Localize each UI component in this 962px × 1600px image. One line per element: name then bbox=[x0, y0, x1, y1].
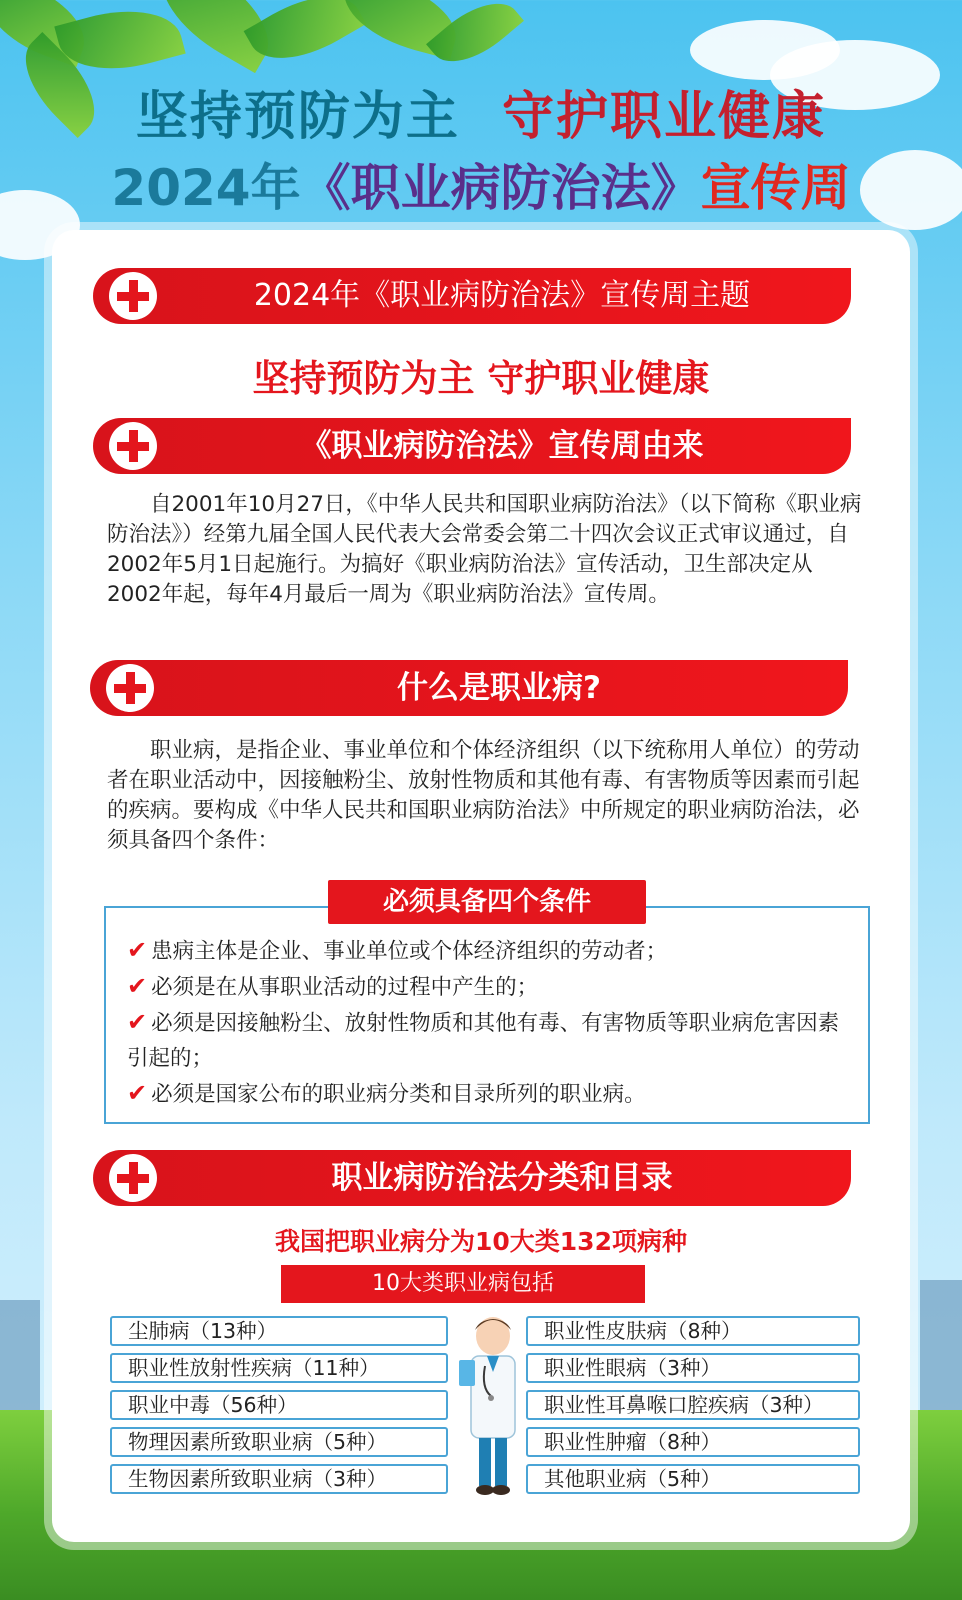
headline-line-2 bbox=[0, 148, 962, 220]
condition-item bbox=[127, 969, 847, 1005]
doctor-illustration bbox=[457, 1310, 529, 1500]
band-title: 什么是职业病? bbox=[397, 670, 601, 706]
check-icon: ✔ bbox=[127, 1079, 148, 1107]
condition-item bbox=[127, 1005, 847, 1076]
category-item: 生物因素所致职业病（3种） bbox=[110, 1464, 448, 1494]
condition-text: 患病主体是企业、事业单位或个体经济组织的劳动者； bbox=[151, 939, 668, 964]
check-icon: ✔ bbox=[127, 1008, 148, 1036]
band-title: 《职业病防治法》宣传周由来 bbox=[300, 428, 704, 464]
plus-circle-icon bbox=[109, 1154, 157, 1202]
check-icon: ✔ bbox=[127, 972, 148, 1000]
origin-paragraph: 自2001年10月27日，《中华人民共和国职业病防治法》（以下简称《职业病防治法》）经第九届全国人民代表大会常委会第二十四次会议正式审议通过，自2002年5月1日起施行。为搞好《职业病防治法》宣传活动，卫生部决定从2002年起，每年4月最后一周为《职业病防治法》宣传周。 bbox=[107, 492, 862, 607]
section-band-theme bbox=[93, 268, 851, 324]
section-band-what bbox=[90, 660, 848, 716]
category-item: 职业性放射性疾病（11种） bbox=[110, 1353, 448, 1383]
headline-line-1 bbox=[0, 74, 962, 149]
condition-text: 必须是因接触粉尘、放射性物质和其他有毒、有害物质等职业病危害因素引起的； bbox=[127, 1011, 840, 1071]
what-paragraph: 职业病，是指企业、事业单位和个体经济组织（以下统称用人单位）的劳动者在职业活动中，因接触粉尘、放射性物质和其他有毒、有害物质等因素而引起的疾病。要构成《中华人民共和国职业病防治法》中所规定的职业病防治法，必须具备四个条件： bbox=[107, 738, 860, 853]
plus-circle-icon bbox=[109, 272, 157, 320]
headline-part: 守护职业健康 bbox=[502, 87, 827, 147]
category-item: 职业性耳鼻喉口腔疾病（3种） bbox=[526, 1390, 860, 1420]
conditions-list bbox=[127, 933, 847, 1112]
category-item: 物理因素所致职业病（5种） bbox=[110, 1427, 448, 1457]
category-item: 职业性皮肤病（8种） bbox=[526, 1316, 860, 1346]
catalog-pill: 10大类职业病包括 bbox=[281, 1265, 645, 1303]
check-icon: ✔ bbox=[127, 936, 148, 964]
theme-slogan: 坚持预防为主 守护职业健康 bbox=[252, 357, 710, 400]
section-band-origin bbox=[93, 418, 851, 474]
category-item: 职业中毒（56种） bbox=[110, 1390, 448, 1420]
band-title: 职业病防治法分类和目录 bbox=[331, 1160, 673, 1196]
category-item: 其他职业病（5种） bbox=[526, 1464, 860, 1494]
headline-part: 《职业病防治法》 bbox=[300, 159, 701, 217]
condition-text: 必须是在从事职业活动的过程中产生的； bbox=[151, 975, 539, 1000]
category-item: 尘肺病（13种） bbox=[110, 1316, 448, 1346]
headline-part: 坚持预防为主 bbox=[135, 87, 460, 147]
headline-part: 2024年 bbox=[111, 159, 301, 217]
band-title: 2024年《职业病防治法》宣传周主题 bbox=[253, 278, 751, 313]
headline-part: 宣传周 bbox=[700, 159, 851, 217]
category-item: 职业性肿瘤（8种） bbox=[526, 1427, 860, 1457]
condition-item bbox=[127, 1076, 847, 1112]
plus-circle-icon bbox=[106, 664, 154, 712]
plus-circle-icon bbox=[109, 422, 157, 470]
condition-text: 必须是国家公布的职业病分类和目录所列的职业病。 bbox=[151, 1082, 646, 1107]
conditions-title: 必须具备四个条件 bbox=[328, 880, 646, 924]
section-band-catalog bbox=[93, 1150, 851, 1206]
category-item: 职业性眼病（3种） bbox=[526, 1353, 860, 1383]
catalog-subtitle: 我国把职业病分为10大类132项病种 bbox=[275, 1227, 687, 1256]
condition-item bbox=[127, 933, 847, 969]
